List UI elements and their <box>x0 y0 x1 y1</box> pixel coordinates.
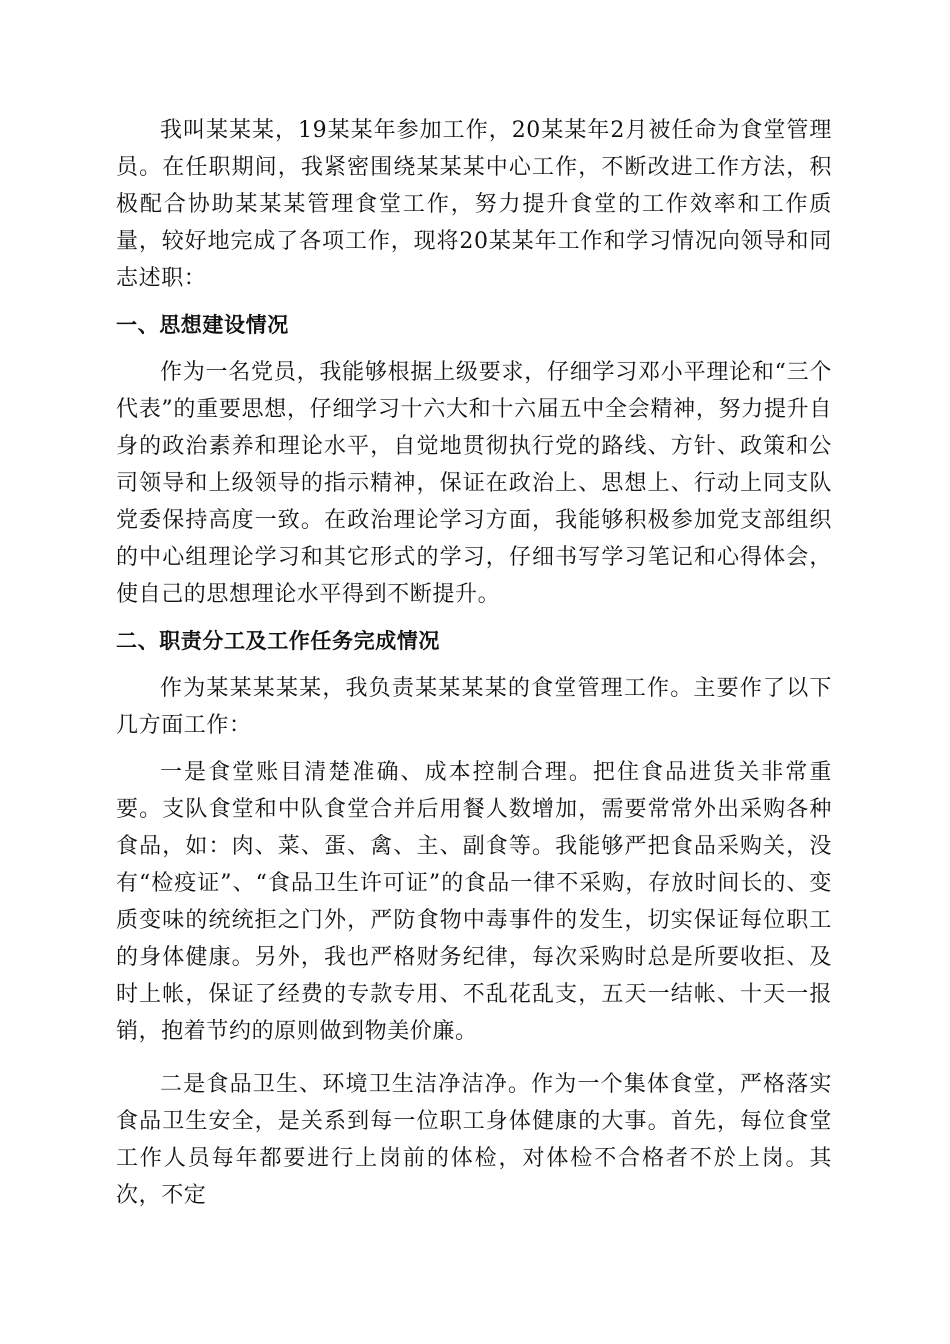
section-2-paragraph-3: 二是食品卫生、环境卫生洁净洁净。作为一个集体食堂，严格落实食品卫生安全，是关系到每一位职工身体健康的大事。首先，每位食堂工作人员每年都要进行上岗前的体检，对体检不合格者不於上岗。其次，不定 <box>116 1072 832 1208</box>
section-2-heading: 二、职责分工及工作任务完成情况 <box>116 629 440 653</box>
section-2-paragraph-2: 一是食堂账目清楚准确、成本控制合理。把住食品进货关非常重要。支队食堂和中队食堂合并后用餐人数增加，需要常常外出采购各种食品，如：肉、菜、蛋、禽、主、副食等。我能够严把食品采购关，没有“检疫证”、“食品卫生许可证”的食品一律不采购，存放时间长的、变质变味的统统拒之门外，严防食物中毒事件的发生，切实保证每位职工的身体健康。另外，我也严格财务纪律，每次采购时总是所要收拒、及时上帐，保证了经费的专款专用、不乱花乱支，五天一结帐、十天一报销，抱着节约的原则做到物美价廉。 <box>116 760 832 1044</box>
section-1-heading: 一、思想建设情况 <box>116 313 289 337</box>
intro-paragraph: 我叫某某某，19某某年参加工作，20某某年2月被任命为食堂管理员。在任职期间，我紧密围绕某某某中心工作，不断改进工作方法，积极配合协助某某某管理食堂工作，努力提升食堂的工作效率和工作质量，较好地完成了各项工作，现将20某某年工作和学习情况向领导和同志述职： <box>116 118 832 291</box>
section-1-paragraph: 作为一名党员，我能够根据上级要求，仔细学习邓小平理论和“三个代表”的重要思想，仔细学习十六大和十六届五中全会精神，努力提升自身的政治素养和理论水平，自觉地贯彻执行党的路线、方针、政策和公司领导和上级领导的指示精神，保证在政治上、思想上、行动上同支队党委保持高度一致。在政治理论学习方面，我能够积极参加党支部组织的中心组理论学习和其它形式的学习，仔细书写学习笔记和心得体会，使自己的思想理论水平得到不断提升。 <box>116 360 832 607</box>
document-page <box>116 112 832 1214</box>
section-2-paragraph-1: 作为某某某某某，我负责某某某某的食堂管理工作。主要作了以下几方面工作： <box>116 676 832 738</box>
